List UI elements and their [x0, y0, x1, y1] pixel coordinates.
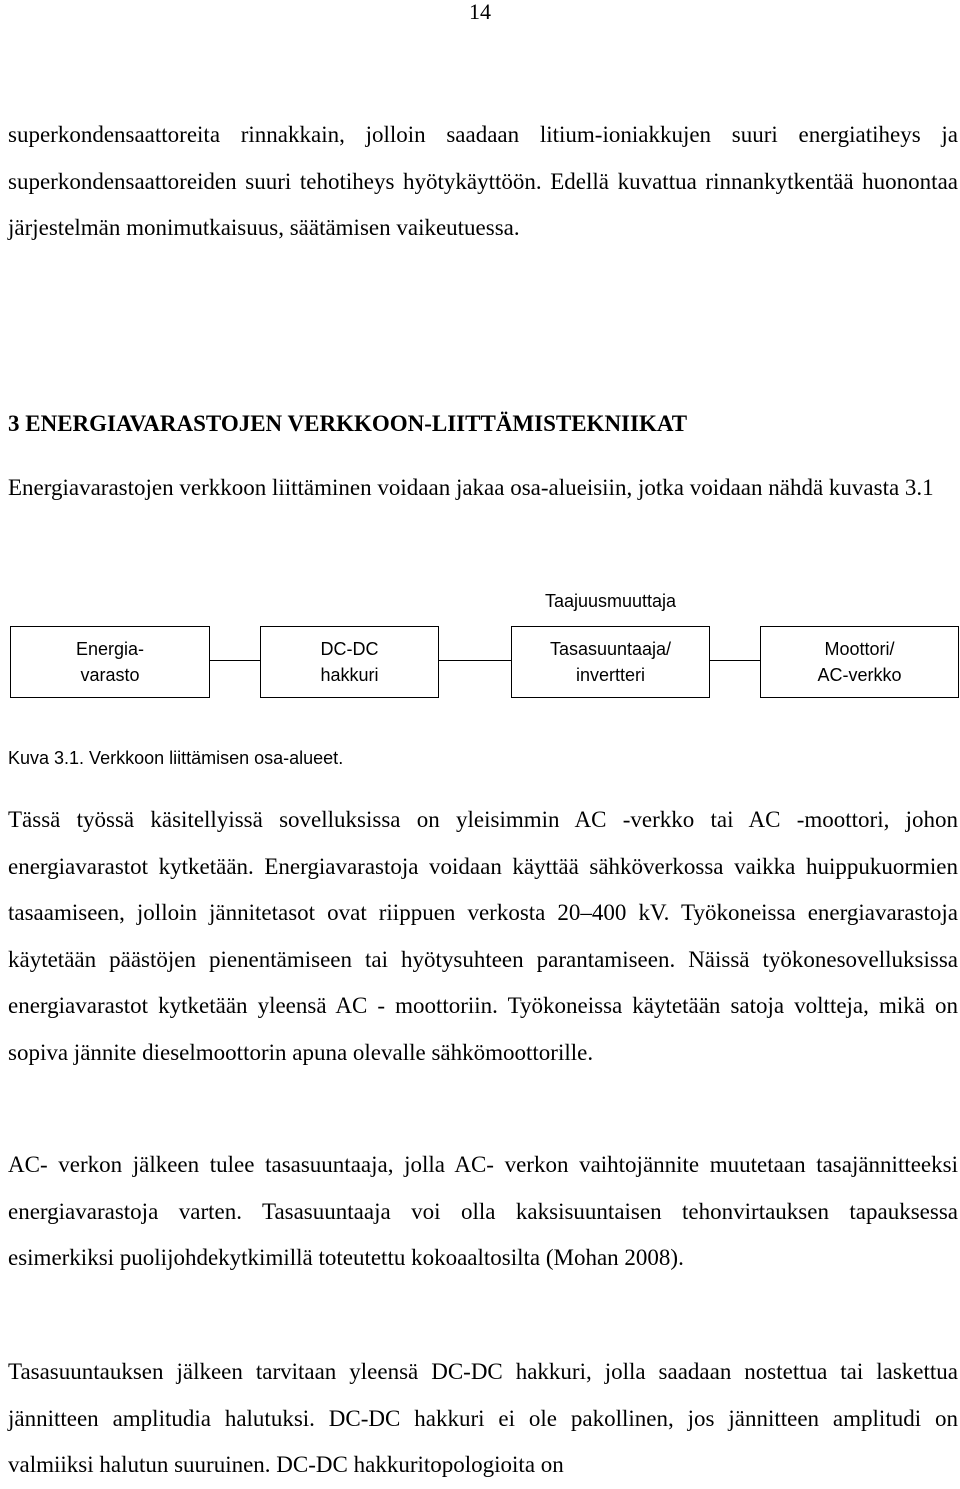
box-label-line: AC-verkko — [817, 665, 902, 685]
motor-ac-grid-box — [760, 626, 959, 698]
figure-caption: Kuva 3.1. Verkkoon liittämisen osa-alueet. — [8, 748, 344, 768]
rectifier-inverter-box — [511, 626, 710, 698]
connector-line — [439, 660, 511, 661]
box-label-line: hakkuri — [320, 665, 379, 685]
dc-dc-converter-box — [260, 626, 439, 698]
connector-line — [710, 660, 760, 661]
frequency-converter-label: Taajuusmuuttaja — [544, 591, 677, 611]
box-label-line: DC-DC — [320, 639, 379, 659]
figure-3-1-diagram — [0, 580, 960, 720]
body-paragraph: Tässä työssä käsitellyissä sovelluksissa on yleisimmin AC -verkko tai AC -moottori, johon energiavarastot kytketään. Energiavarastoja voidaan käyttää sähköverkossa vaikka huippukuormien tasaamiseen, jolloin jännitetasot ovat riippuen verkosta 20–400 kV. Työkoneissa energiavarastoja käytetään päästöjen pienentämiseen tai hyötysuhteen parantamiseen. Näissä työkonesovelluksissa energiavarastot kytketään yleensä AC - moottoriin. Työkoneissa käytetään satoja voltteja, mikä on sopiva jännite dieselmoottorin apuna olevalle sähkömoottorille. — [8, 807, 958, 1065]
box-label-line: varasto — [80, 665, 140, 685]
box-label-line: invertteri — [575, 665, 646, 685]
section-heading: 3 ENERGIAVARASTOJEN VERKKOON-LIITTÄMISTEKNIIKAT — [8, 411, 688, 436]
box-label-line: Tasasuuntaaja/ — [549, 639, 672, 659]
section-intro-paragraph: Energiavarastojen verkkoon liittäminen voidaan jakaa osa-alueisiin, jotka voidaan nähdä kuvasta 3.1 — [8, 475, 934, 500]
page-number: 14 — [469, 0, 491, 24]
energy-storage-box — [10, 626, 210, 698]
connector-line — [210, 660, 260, 661]
intro-paragraph: superkondensaattoreita rinnakkain, jolloin saadaan litium-ioniakkujen suuri energiatiheys ja superkondensaattoreiden suuri tehotiheys hyötykäyttöön. Edellä kuvattua rinnankytkentää huonontaa järjestelmän monimutkaisuus, säätämisen vaikeutuessa. — [8, 122, 958, 240]
box-label-line: Moottori/ — [824, 639, 895, 659]
box-label-line: Energia- — [75, 639, 145, 659]
body-paragraph: Tasasuuntauksen jälkeen tarvitaan yleensä DC-DC hakkuri, jolla saadaan nostettua tai laskettua jännitteen amplitudia halutuksi. DC-DC hakkuri ei ole pakollinen, jos jännitteen amplitudi on valmiiksi halutun suuruinen. DC-DC hakkuritopologioita on — [8, 1359, 958, 1477]
body-paragraph: AC- verkon jälkeen tulee tasasuuntaaja, jolla AC- verkon vaihtojännite muutetaan tasajännitteeksi energiavarastoja varten. Tasasuuntaaja voi olla kaksisuuntaisen tehonvirtauksen tapauksessa esimerkiksi puolijohdekytkimillä toteutettu kokoaaltosilta (Mohan 2008). — [8, 1152, 958, 1270]
